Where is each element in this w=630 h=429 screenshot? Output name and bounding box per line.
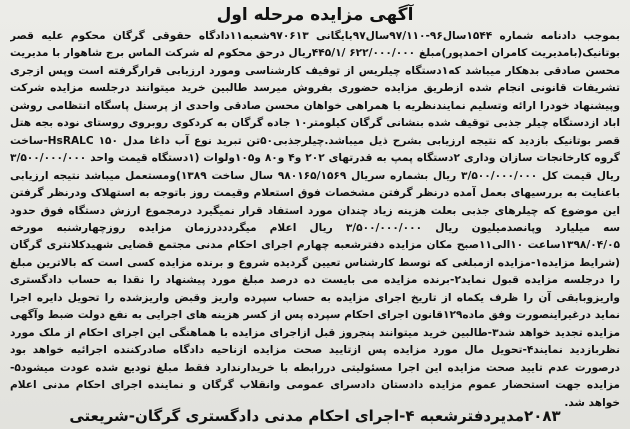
notice-body: بموجب دادنامه شماره ۱۵۴۴سال۹۶-۹۷/۱۱۰سال۹۷بایگانی ۹۷۰۶۱۳شعبه۱۱دادگاه حقوقی گرگان محکوم علیه قصر بوتانیک(بامدیریت کامران احمدپور)مبلغ ۶۲۲/۰۰۰/۰۰۰ /۴۴۵/۱ریال درحق محکوم له شرکت الماس برج شاهوار با مدیریت محسن صادقی بدهکار میباشد که۱دستگاه چیلریس از توقیف کارشناسی ومورد ارزیابی قرارگرفته است وپس ازجری تشریفات قانونی انجام شده ازطریق مزایده حضوری بفروش میرسد طالبین خرید میتوانند درجلسه مزایده شرکت وپیشنهاد خودرا ارائه وتسلیم نمایندنظریه با همراهی خواهان محسن صادقی واحدی از پرسنل پاسگاه انتظامی روشن اباد ازدستگاه چیلر جذبی توقیف شده بنشانی گرگان کیلومتر۱۰ جاده گرگان به کردکوی روبروی روستای نوده بجه هتل قصر بوتانیک بازدید که نتیجه ارزیابی بشرح ذیل میباشد.چیلرجذبی۵۰تن تبرید نوع آب داغا مدل HsRALC ۱۵۰-ساخت گروه کارخانجات سازان وداری ۲دستگاه پمپ به قدرتهای ۲۰۲ و۴ و۸۰ و۱۰۵ولوات (۱دستگاه قیمت واحد ۳/۵۰۰/۰۰۰/۰۰۰ ریال قیمت کل ۳/۵۰۰/۰۰۰/۰۰۰ ریال بشماره سریال ۹۸۰۱۶۵/۱۵۶۹ سال ساخت ۱۳۸۹)ومستعمل میباشد نتیجه ارزیابی باعنایت به بررسیهای بعمل آمده درنظر گرفتن مشخصات فوق استعلام وقیمت روز باتوجه به استهلاک ودرنظر گرفتن این موضوع که چیلرهای جذبی بعلت هزینه زیاد چندان مورد استفاد قرار نمیگیرد درمجموع ارزش دستگاه فوق حدود سه میلیارد وپانصدمیلیون ریال ۳/۵۰۰/۰۰۰/۰۰۰ ریال اعلام میگردددرزمان مزایده روزچهارشنبه مورخه ۱۳۹۸/۰۴/۰۵ساعت ۱۰الی۱۱صبح مکان مزایده دفترشعبه چهارم اجرای احکام مدنی مجتمع قضایی شهیدکلانتری گرگان (شرایط مزایده۱-مزایده ازمبلغی که توسط کارشناس تعیین گردیده شروع و برنده مزایده کسی است که بالاترین مبلغ را درجلسه مزایده قبول نماید۲-برنده مزایده می بایست ده درصد مبلغ مورد پیشنهاد را نقدا به حساب دادگستری واریزوبابقی آن را ظرف یکماه از تاریخ اجرای مزایده به حساب سپرده واریز وقبض واریزشده را تحویل دایره اجرا نماید درغیراینصورت وفق ماده۱۲۹قانون اجرای احکام سپرده پس از کسر هزینه های اجرایی به نفع دولت ضبط وآگهی مزایده تجدید خواهد شد۳-طالبین خرید میتوانند پنجروز قبل ازاجرای مزایده با هماهنگی این اجرای احکام از ملک مورد نظربازدید نمایند۴-تحویل مال مورد مزایده پس ازتایید صحت مزایده ازناحیه دادگاه صادرکننده اجرائیه خواهد بود درصورت عدم تایید صحت مزایده این اجرا مسئولیتی دررابطه با خریدارندارد فقط مبلغ تودیع شده عودت میشود۵-مزایده جهت استحضار عموم مزایده دادستان دادسرای عمومی وانقلاب گرگان و نماینده اجرای احکام مدنی اعلام خواهد شد. <box>10 30 620 409</box>
notice-title: آگهی مزایده مرحله اول <box>216 5 414 25</box>
notice-signature: ۲۰۸۳مدیردفترشعبه ۴-اجرای احکام مدنی دادگستری گرگان-شریعتی <box>69 407 561 425</box>
